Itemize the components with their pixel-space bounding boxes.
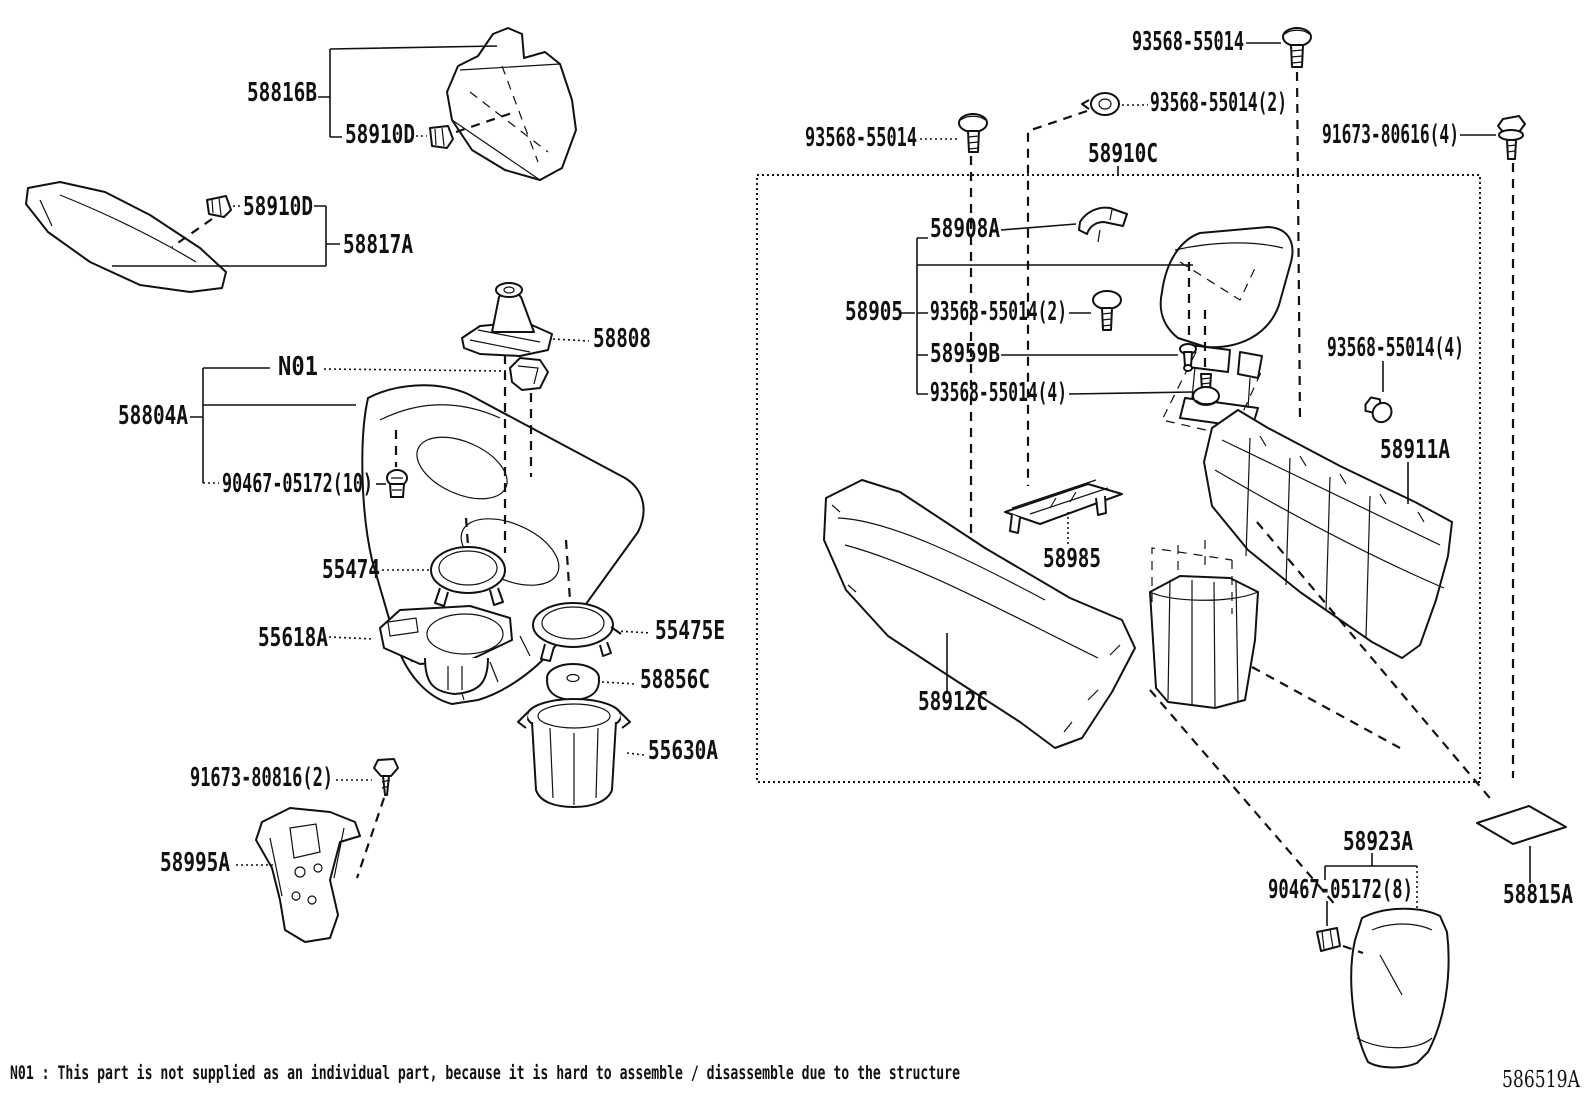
- callout-58856C: 58856C: [640, 665, 710, 695]
- screw-drawing-93568-55014-2-in: [1093, 291, 1121, 330]
- callout-93568-55014-top: 93568-55014: [1132, 27, 1244, 57]
- callout-55475E: 55475E: [655, 616, 725, 646]
- callout-90467-05172-8: 90467-05172(8): [1268, 875, 1413, 905]
- callout-58910D-upper: 58910D: [345, 120, 415, 150]
- callout-58815A: 58815A: [1503, 880, 1574, 910]
- callout-90467-05172-10: 90467-05172(10): [222, 469, 373, 499]
- assembly-boundary-box: [757, 175, 1480, 782]
- part-drawing-58985: [1005, 480, 1122, 533]
- callout-55630A: 55630A: [648, 736, 719, 766]
- leader-58856C: [602, 682, 636, 684]
- dashline-93568-55014-top: [1297, 72, 1300, 420]
- callout-58817A: 58817A: [343, 230, 414, 260]
- callout-58816B: 58816B: [247, 78, 317, 108]
- callout-58911A: 58911A: [1380, 435, 1451, 465]
- clip-drawing-90467-05172-10: [387, 470, 407, 497]
- callout-93568-55014-2-in: 93568-55014(2): [930, 297, 1067, 327]
- callout-58804A: 58804A: [118, 401, 189, 431]
- leader-55475E: [616, 631, 651, 633]
- callout-91673-80616-4: 91673-80616(4): [1322, 120, 1459, 150]
- callout-93568-55014-left: 93568-55014: [805, 123, 917, 153]
- callout-58923A: 58923A: [1343, 827, 1414, 857]
- bolt-drawing-93568-55014-4-r: [1362, 394, 1396, 426]
- clip-drawing-58910D-lower: [207, 196, 231, 217]
- callout-58995A: 58995A: [160, 848, 231, 878]
- part-drawing-58816B: [447, 28, 576, 180]
- leader-58808: [553, 339, 589, 341]
- part-drawing-58905-armrest: [1161, 227, 1293, 436]
- dashline-91673-80816-2: [357, 798, 384, 878]
- bolt-drawing-93568-55014-4-l: [1193, 374, 1219, 405]
- callout-58908A: 58908A: [930, 214, 1001, 244]
- leader-93568-55014-4-l: [1069, 392, 1192, 394]
- part-drawing-58815A: [1477, 806, 1566, 844]
- part-drawing-58995A: [256, 808, 360, 942]
- callout-58808: 58808: [593, 324, 651, 354]
- screw-drawing-93568-55014-top: [1283, 28, 1311, 67]
- diagram-id: 586519A: [1502, 1067, 1581, 1093]
- part-drawing-N01-latch: [510, 358, 548, 390]
- part-drawing-58808: [462, 283, 552, 356]
- clip-drawing-58910D-upper: [430, 126, 453, 148]
- part-drawing-58817A: [26, 182, 226, 292]
- clip-drawing-90467-05172-8: [1317, 928, 1340, 951]
- part-drawing-inner-box: [1150, 540, 1258, 708]
- leader-N01: [324, 369, 506, 371]
- callout-55618A: 55618A: [258, 623, 329, 653]
- callout-93568-55014-2-top: 93568-55014(2): [1150, 88, 1287, 118]
- callout-55474: 55474: [322, 555, 380, 585]
- bolt-drawing-91673-80616-4: [1498, 116, 1525, 159]
- callout-58910C: 58910C: [1088, 139, 1158, 169]
- part-drawing-55630A: [518, 699, 630, 807]
- callout-N01: N01: [278, 352, 318, 382]
- callout-91673-80816-2: 91673-80816(2): [190, 763, 333, 793]
- callout-93568-55014-4-r: 93568-55014(4): [1327, 333, 1464, 363]
- part-drawing-58923A: [1351, 909, 1448, 1068]
- callout-93568-55014-4-l: 93568-55014(4): [930, 378, 1067, 408]
- part-drawing-58908A: [1079, 208, 1127, 242]
- footnote-N01: N01 : This part is not supplied as an individual part, because it is hard to assemble / disassemble due to the structure: [10, 1062, 960, 1084]
- leader-58804A: [190, 368, 356, 483]
- callout-58959B: 58959B: [930, 339, 1000, 369]
- callout-58985: 58985: [1043, 544, 1101, 574]
- screw-drawing-91673-80816-2: [374, 759, 398, 795]
- leader-55618A: [329, 637, 374, 639]
- callout-58905: 58905: [845, 297, 903, 327]
- part-drawing-58856C: [547, 664, 599, 700]
- callout-58912C: 58912C: [918, 687, 988, 717]
- part-drawing-55475E: [533, 603, 621, 661]
- callout-58910D-lower: 58910D: [243, 192, 313, 222]
- grommet-drawing-93568-55014-2-top: [1082, 93, 1119, 115]
- leader-55630A: [627, 753, 644, 755]
- screw-drawing-93568-55014-left: [959, 114, 987, 152]
- leader-58908A: [1001, 224, 1076, 230]
